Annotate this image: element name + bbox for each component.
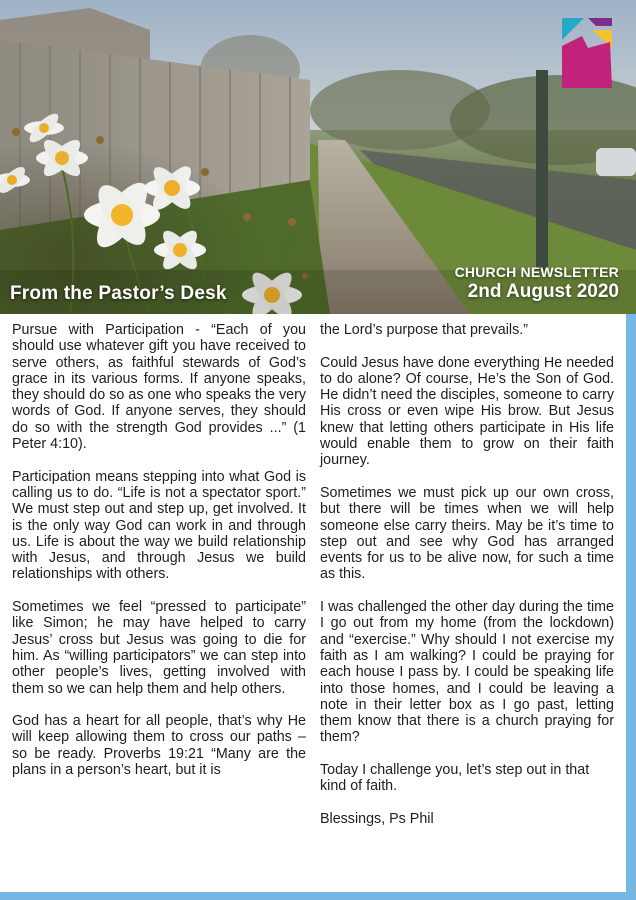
accent-border-bottom bbox=[0, 892, 636, 900]
header-banner bbox=[0, 0, 636, 314]
section-title: From the Pastor’s Desk bbox=[10, 283, 227, 304]
newsletter-label: CHURCH NEWSLETTER bbox=[454, 264, 619, 280]
paragraph: Participation means stepping into what God is calling us to do. “Life is not a spectator sport.” We must step out and step up, get involved. It is the only way God can work in and through us. Life is about the way we build relationship with Jesus, and through Jesus we build relationships with others. bbox=[12, 468, 306, 583]
paragraph: Sometimes we feel “pressed to participate” like Simon; he may have helped to carry Jesus’ cross but Jesus was going to die for him. As “willing participators” we can step into other people’s lives, getting involved with them so we can help them and help others. bbox=[12, 599, 306, 697]
article-column-right bbox=[320, 322, 614, 844]
accent-border-right bbox=[626, 314, 636, 900]
signature: Blessings, Ps Phil bbox=[320, 810, 434, 827]
paragraph: Sometimes we must pick up our own cross, but there will be times when we will help someone else carry theirs. May be it’s time to step out and see why God has arranged events for us to be alive now, for such a time as this. bbox=[320, 484, 614, 583]
paragraph: I was challenged the other day during the time I go out from my home (from the lockdown) and “exercise.” Why should I not exercise my faith as I am walking? I could be praying for each house I pass by. I could be speaking life into those homes, and I could be leaving a note in their letter box as I go past, letting them know that there is a church praying for them? bbox=[320, 599, 614, 746]
paragraph: Pursue with Participation - “Each of you should use whatever gift you have received to serve others, as faithful stewards of God’s grace in its various forms. If anyone speaks, they should do so as one who speaks the very words of God. If anyone serves, they should do so with the strength God provides ...” (1 Peter 4:10). bbox=[12, 322, 306, 453]
paragraph: the Lord’s purpose that prevails.” bbox=[320, 322, 528, 338]
newsletter-date: 2nd August 2020 bbox=[467, 281, 619, 302]
paragraph: God has a heart for all people, that’s why He will keep allowing them to cross our paths – so be ready. Proverbs 19:21 “Many are the plans in a person’s heart, but it is bbox=[12, 713, 306, 779]
article-column-left bbox=[12, 322, 306, 795]
newsletter-heading bbox=[455, 264, 619, 304]
church-logo-icon bbox=[562, 18, 614, 90]
paragraph: Could Jesus have done everything He needed to do alone? Of course, He’s the Son of God. He didn’t need the disciples, someone to carry His cross or even wipe His brow. But Jesus knew that letting others participate in His life would enable them to grow on their faith journey. bbox=[320, 354, 614, 469]
paragraph: Today I challenge you, let’s step out in that kind of faith. bbox=[320, 762, 590, 795]
